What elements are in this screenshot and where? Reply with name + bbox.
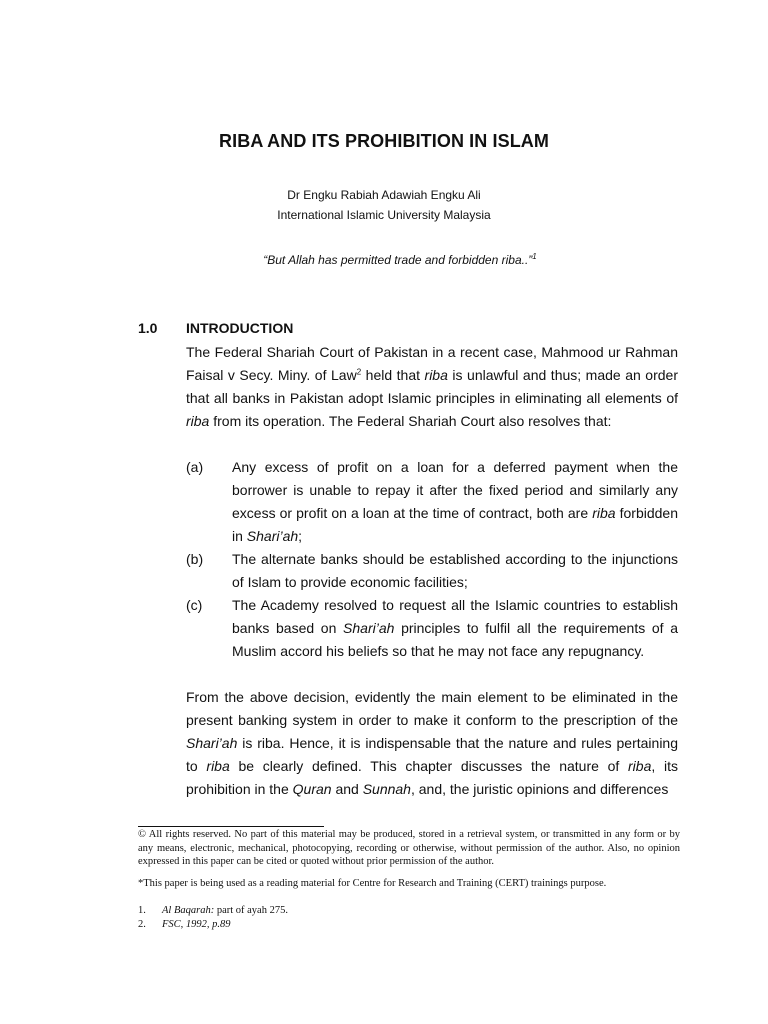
list-item-text: Any excess of profit on a loan for a deferred payment when the borrower is unable to repay it after the fixed period and similarly any excess or profit on a loan at the time of contract, both are riba forbidden in Shari’ah; [232,459,678,544]
footnote-ref-1: 1 [532,252,537,261]
footnote-list [138,904,680,931]
page-title: RIBA AND ITS PROHIBITION IN ISLAM [219,131,549,151]
section-number: 1.0 [138,320,158,336]
list-item [186,548,678,594]
footnote-ref-2: 2 [356,367,362,377]
epigraph-text: “But Allah has permitted trade and forbidden riba..” [263,253,533,267]
usage-note: *This paper is being used as a reading material for Centre for Research and Training (CERT) trainings purpose. [138,877,607,889]
footnotes-area [138,828,680,931]
section-title: INTRODUCTION [186,320,294,336]
copyright-notice: © All rights reserved. No part of this material may be produced, stored in a retrieval system, or transmitted in any form or by any means, electronic, mechanical, photocopying, recording or otherwise, without permission of the author. Also, no opinion expressed in this paper can be cited or quoted without prior permission of the author. [138,829,680,867]
footnote-divider [138,826,324,827]
footnote-text: FSC, 1992, p.89 [162,918,231,930]
footnote-number: 2. [138,918,146,930]
introduction-paragraph-2: From the above decision, evidently the main element to be eliminated in the present banking system in order to make it conform to the prescription of the Shari’ah is riba. Hence, it is indispensable that the nature and rules pertaining to riba be clearly defined. This chapter discusses the nature of riba, its prohibition in the Quran and Sunnah, and, the juristic opinions and differences [186,689,678,797]
list-item [186,456,678,548]
resolution-list [186,456,678,663]
footnote-item [138,904,680,918]
footnote-number: 1. [138,905,146,916]
epigraph-quote [0,253,768,267]
list-item [186,594,678,663]
author-affiliation: International Islamic University Malaysia [277,208,491,222]
list-item-text: The alternate banks should be established according to the injunctions of Islam to provide economic facilities; [232,551,678,590]
list-item-label: (b) [186,551,204,567]
list-item-label: (a) [186,459,204,475]
footnote-item [138,918,680,932]
author-name: Dr Engku Rabiah Adawiah Engku Ali [287,188,481,202]
list-item-label: (c) [186,597,203,613]
list-item-text: The Academy resolved to request all the Islamic countries to establish banks based on Shari’ah principles to fulfil all the requirements of a Muslim accord his beliefs so that he may not face any repugnancy. [232,597,678,659]
footnote-text: Al Baqarah: part of ayah 275. [162,905,288,916]
introduction-paragraph-1: The Federal Shariah Court of Pakistan in a recent case, Mahmood ur Rahman Faisal v Secy. Miny. of Law$^2$ held that riba is unlawful and thus; made an order that all banks in Pakistan adopt Islamic principles in eliminating all elements of riba from its operation. The Federal Shariah Court also resolves that: [186,344,678,429]
